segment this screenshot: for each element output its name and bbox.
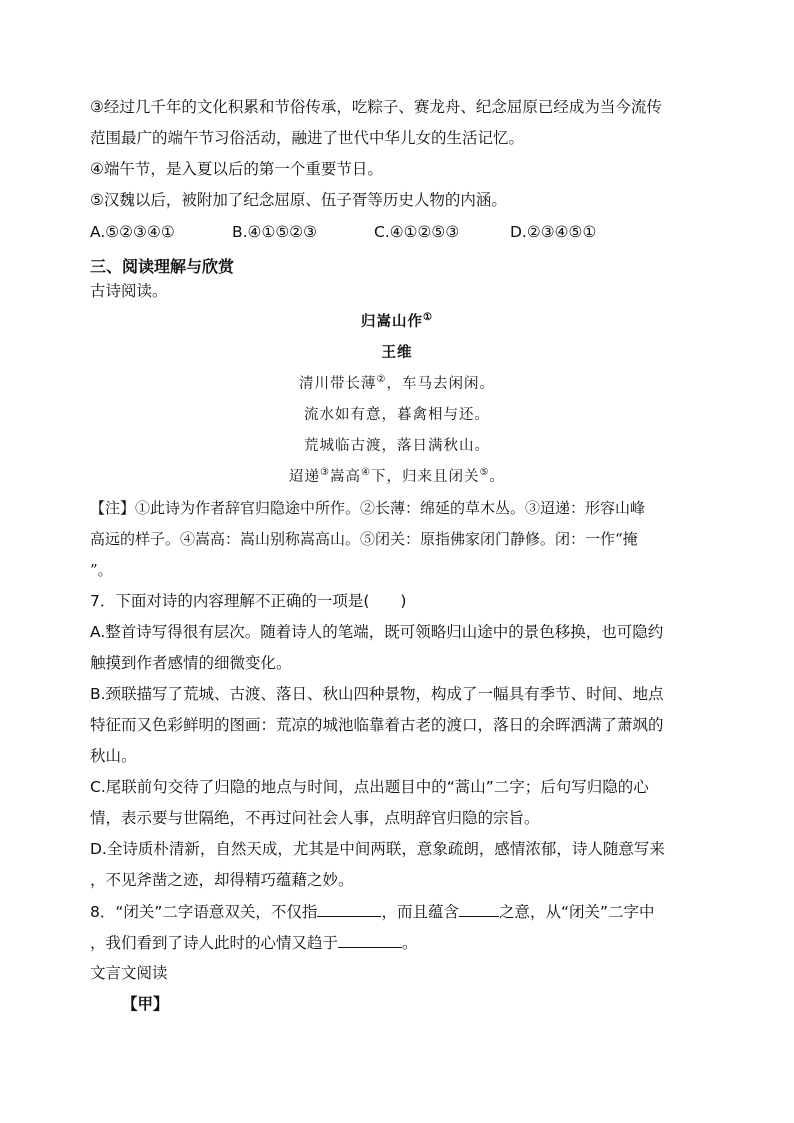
q7-option-b-line-1: B.颈联描写了荒城、古渡、落日、秋山四种景物，构成了一幅具有季节、时间、地点	[90, 685, 664, 703]
q8-text-3: 之意，从“闭关”二字中	[498, 903, 655, 921]
q6-option-b: B.④①⑤②③	[232, 223, 318, 241]
poem-title-text: 归嵩山作	[361, 313, 424, 330]
q6-item-5: ⑤汉魏以后，被附加了纪念屈原、伍子胥等历史人物的内涵。	[90, 191, 507, 209]
q7-option-d-line-2: ，不见斧凿之迹，却得精巧蕴藉之妙。	[90, 871, 354, 889]
poem-title-note: ①	[423, 312, 433, 324]
q7-stem: 7．下面对诗的内容理解不正确的一项是( )	[90, 592, 407, 610]
poem-title	[0, 312, 794, 332]
poem-line-2: 流水如有意，暮禽相与还。	[304, 407, 490, 423]
q6-option-c: C.④①②⑤③	[374, 223, 460, 241]
poem-line-4-c: 下，归来且闭关	[370, 469, 480, 485]
q8-text-1: 8．“闭关”二字语意双关，不仅指	[90, 903, 318, 921]
poem-line-1	[0, 374, 794, 394]
poem-line-1-b: ，车马去闲闲。	[386, 376, 495, 392]
q6-option-d: D.②③④⑤①	[510, 223, 597, 241]
passage-jia-label: 【甲】	[122, 994, 169, 1013]
q7-option-b-line-2: 特征而又色彩鲜明的图画：荒凉的城池临靠着古老的渡口，落日的余晖洒满了萧飒的	[90, 716, 664, 734]
poem-line-1-a: 清川带长薄	[299, 376, 377, 392]
q8-blank-1[interactable]	[317, 901, 381, 917]
q8-line-2	[90, 932, 418, 953]
q6-item-3-line-2: 范围最广的端午节习俗活动，融进了世代中华儿女的生活记忆。	[90, 129, 525, 147]
q8-text-5: 。	[402, 934, 418, 952]
poem-line-4-d: 。	[489, 469, 505, 485]
notes-line-3: ”。	[90, 561, 113, 579]
q6-item-4: ④端午节，是入夏以后的第一个重要节日。	[90, 160, 383, 178]
poem-line-4-note-2: ④	[361, 467, 371, 479]
q6-item-3-line-1: ③经过几千年的文化积累和节俗传承，吃粽子、赛龙舟、纪念屈原已经成为当今流传	[90, 98, 662, 116]
q7-option-d-line-1: D.全诗质朴清新，自然天成，尤其是中间两联，意象疏朗，感情浓郁，诗人随意写来	[90, 840, 665, 858]
poem-line-4-b: 嵩高	[330, 469, 362, 485]
q8-text-2: ，而且蕴含	[381, 903, 459, 921]
q7-option-a-line-1: A.整首诗写得很有层次。随着诗人的笔端，既可领略归山途中的景色移换，也可隐约	[90, 623, 664, 641]
poem-line-4-a: 迢递	[289, 469, 321, 485]
section-3-heading: 三、阅读理解与欣赏	[90, 257, 235, 276]
poem-line-4	[0, 467, 794, 487]
notes-line-1: 【注】①此诗为作者辞官归隐途中所作。②长薄：绵延的草木丛。③迢递：形容山峰	[90, 499, 646, 517]
q7-option-c-line-2: 情，表示要与世隔绝，不再过问社会人事，点明辞官归隐的宗旨。	[90, 809, 540, 827]
poem-line-3: 荒城临古渡，落日满秋山。	[304, 438, 490, 454]
q6-option-a: A.⑤②③④①	[90, 223, 175, 241]
q7-option-a-line-2: 触摸到作者感情的细微变化。	[90, 654, 292, 672]
q7-option-c-line-1: C.尾联前句交待了归隐的地点与时间，点出题目中的“蒿山”二字；后句写归隐的心	[90, 778, 649, 796]
poem-line-4-note-1: ③	[320, 467, 331, 479]
notes-line-2: 高远的样子。④嵩高：嵩山别称嵩高山。⑤闭关：原指佛家闭门静修。闭：一作“掩	[90, 530, 638, 548]
poem-line-4-note-3: ⑤	[479, 467, 490, 479]
q8-blank-3[interactable]	[338, 932, 402, 948]
q7-option-b-line-3: 秋山。	[90, 747, 137, 765]
q8-blank-2[interactable]	[459, 901, 499, 917]
poem-author: 王维	[381, 344, 413, 361]
classical-reading-label: 文言文阅读	[90, 964, 168, 982]
q6-options	[90, 222, 710, 242]
poetry-label: 古诗阅读。	[90, 282, 168, 300]
q8-line-1	[90, 901, 655, 922]
poem-line-1-note: ②	[376, 374, 387, 386]
q8-text-4: ，我们看到了诗人此时的心情又趋于	[90, 934, 339, 952]
